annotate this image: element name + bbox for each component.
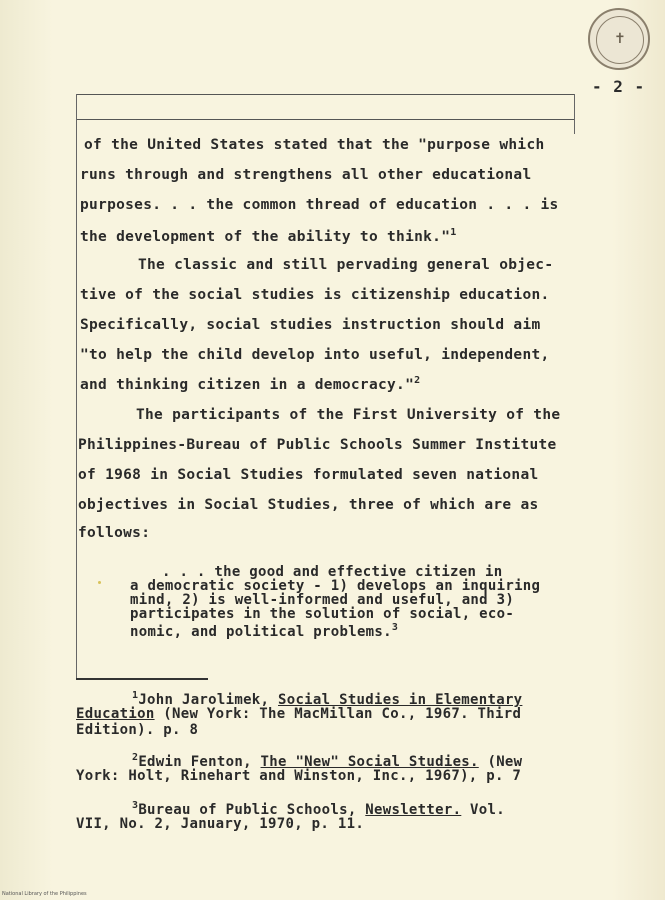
body-line: objectives in Social Studies, three of which are as	[78, 497, 539, 513]
footnote-number: 2	[132, 752, 139, 763]
footnote-2: $^2$Edwin Fenton, The "New" Social Studies. (New	[132, 752, 523, 770]
margin-mark	[98, 581, 101, 584]
quote-line: a democratic society - 1) develops an inquiring	[130, 578, 541, 594]
quote-line: . . . the good and effective citizen in	[162, 564, 503, 580]
footnote-number: 3	[132, 800, 139, 811]
footnote-3-cont: VII, No. 2, January, 1970, p. 11.	[76, 816, 365, 832]
margin-rule-top	[76, 94, 574, 95]
footnote-ref: 3	[391, 622, 399, 633]
page-number: - 2 -	[592, 77, 646, 96]
footnote-ref: 2	[414, 375, 421, 386]
seal-emblem-icon: ✝	[614, 31, 626, 47]
body-line: and thinking citizen in a democracy."$^2$	[80, 375, 421, 393]
body-line: purposes. . . the common thread of education . . . is	[80, 197, 559, 213]
body-line: The participants of the First University of the	[136, 407, 561, 423]
quote-line: mind, 2) is well-informed and useful, and 3)	[130, 592, 515, 608]
footnote-1: $^1$John Jarolimek, Social Studies in Elementary	[132, 690, 523, 708]
college-seal-logo	[588, 8, 650, 70]
body-line: The classic and still pervading general objec-	[138, 257, 554, 273]
body-line: runs through and strengthens all other educational	[80, 167, 532, 183]
body-line: of the United States stated that the "purpose which	[84, 137, 545, 153]
body-line: the development of the ability to think."$^1$	[80, 227, 457, 245]
margin-rule-right	[574, 94, 575, 134]
body-line: of 1968 in Social Studies formulated seven national	[78, 467, 539, 483]
footnote-1-cont: Edition). p. 8	[76, 722, 199, 738]
body-line: Philippines-Bureau of Public Schools Summer Institute	[78, 437, 557, 453]
margin-rule-second	[76, 119, 574, 120]
body-line: follows:	[78, 525, 151, 541]
footnote-number: 1	[132, 690, 139, 701]
body-line: Specifically, social studies instruction should aim	[80, 317, 541, 333]
margin-rule-left	[76, 94, 77, 678]
body-line: "to help the child develop into useful, independent,	[80, 347, 550, 363]
archive-credit: National Library of the Philippines	[2, 891, 87, 897]
footnote-1-cont: Education (New York: The MacMillan Co., 1967. Third	[76, 706, 522, 722]
body-line: tive of the social studies is citizenship education.	[80, 287, 550, 303]
footnote-2-cont: York: Holt, Rinehart and Winston, Inc., 1967), p. 7	[76, 768, 522, 784]
quote-line: nomic, and political problems.$^3$	[130, 622, 399, 640]
footnote-3: $^3$Bureau of Public Schools, Newsletter. Vol.	[132, 800, 505, 818]
footnote-separator	[76, 678, 208, 680]
quote-line: participates in the solution of social, eco-	[130, 606, 515, 622]
footnote-ref: 1	[450, 227, 457, 238]
